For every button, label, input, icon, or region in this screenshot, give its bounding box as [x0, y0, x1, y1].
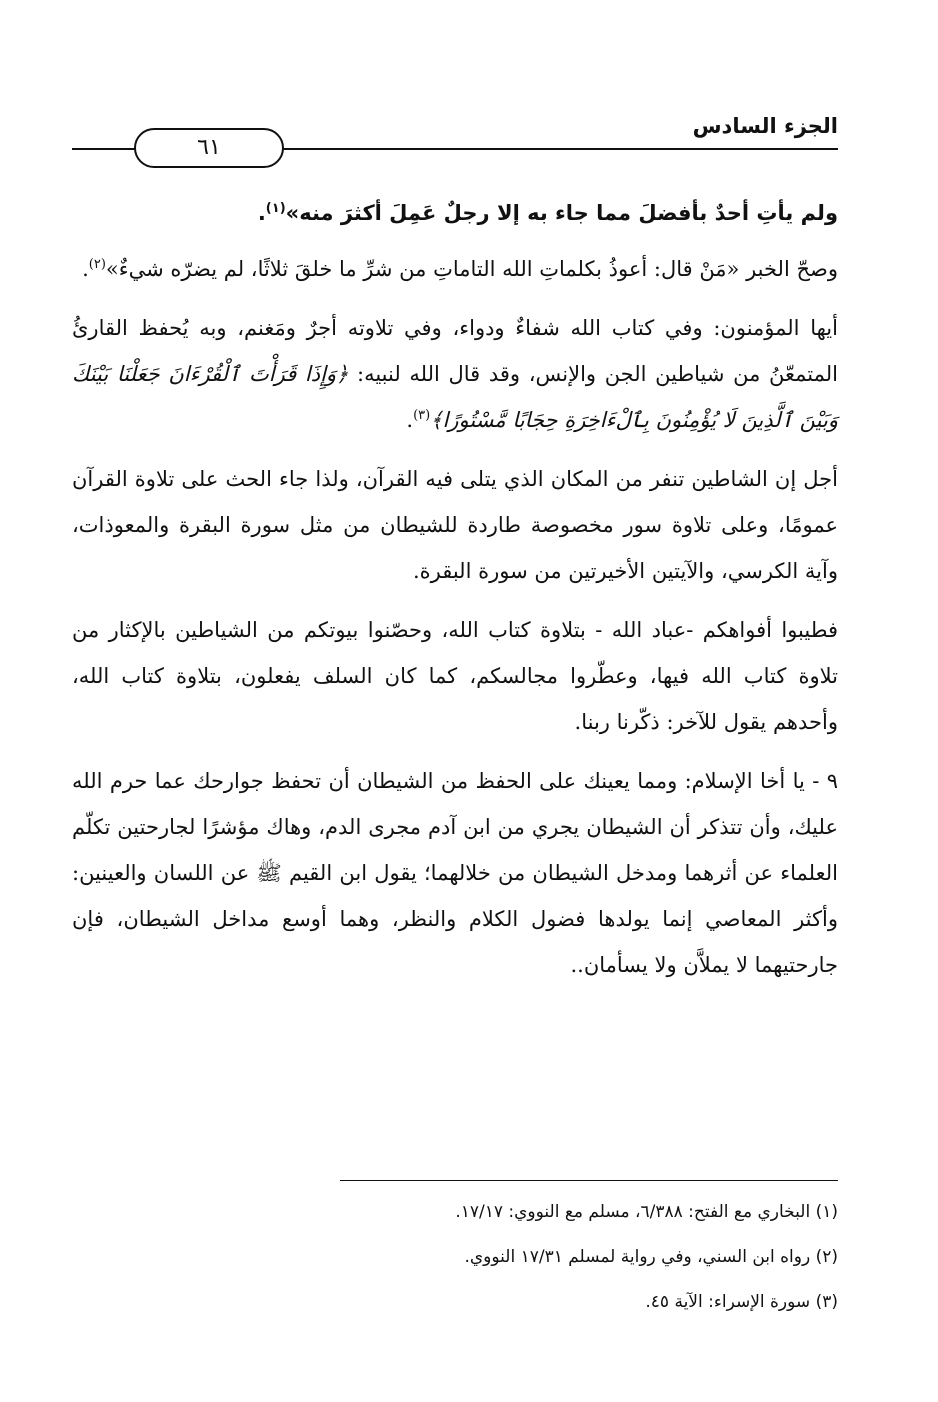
footnote-2: (٢) رواه ابن السني، وفي رواية لمسلم ١٧/٣١ النووي. — [464, 1247, 838, 1267]
footnote-1: (١) البخاري مع الفتح: ٦/٣٨٨، مسلم مع النووي: ١٧/١٧. — [455, 1202, 838, 1222]
body-text — [72, 190, 838, 1001]
paragraph-1-tail: . — [257, 201, 266, 225]
footnote-ref-1: (١) — [265, 201, 286, 216]
paragraph-3 — [72, 305, 838, 443]
footnote-3: (٣) سورة الإسراء: الآية ٤٥. — [645, 1292, 838, 1312]
footnotes — [72, 1190, 838, 1325]
quran-verse: ﴿وَإِذَا قَرَأْتَ ٱلْقُرْءَانَ جَعَلْنَا بَيْنَكَ وَبَيْنَ ٱلَّذِينَ لَا يُؤْمِنُونَ بِٱلْءَاخِرَةِ حِجَابًا مَّسْتُورًا﴾ — [72, 362, 838, 432]
page-header — [72, 110, 838, 170]
paragraph-3-text: أيها المؤمنون: وفي كتاب الله شفاءٌ ودواء، وفي تلاوته أجرٌ ومَغنم، وبه يُحفظ القارئُ المتمعّنُ من شياطين الجن والإنس، وقد قال الله لنبيه: — [72, 316, 838, 386]
page-number: ٦١ — [134, 128, 284, 168]
paragraph-2-text: وصحّ الخبر «مَنْ قال: أعوذُ بكلماتِ الله التاماتِ من شرِّ ما خلقَ ثلاثًا، لم يضرّه شيءٌ» — [105, 257, 838, 281]
paragraph-4: أجل إن الشاطين تنفر من المكان الذي يتلى فيه القرآن، ولذا جاء الحث على تلاوة القرآن عمومًا، وعلى تلاوة سور مخصوصة طاردة للشيطان من مثل سورة البقرة والمعوذات، وآية الكرسي، والآيتين الأخيرتين من سورة البقرة. — [72, 467, 838, 583]
footnote-rule — [340, 1180, 838, 1181]
paragraph-6: ٩ - يا أخا الإسلام: ومما يعينك على الحفظ من الشيطان أن تحفظ جوارحك عما حرم الله عليك، وأن تتذكر أن الشيطان يجري من ابن آدم مجرى الدم، وهاك مؤشرًا لجارحتين تكلّم العلماء عن أثرهما ومدخل الشيطان من خلالهما؛ يقول ابن القيم ﷺ عن اللسان والعينين: وأكثر المعاصي إنما يولدها فضول الكلام والنظر، وهما أوسع مداخل الشيطان، فإن جارحتيهما لا يملاَّن ولا يسأمان.. — [72, 769, 838, 977]
paragraph-2 — [72, 246, 838, 292]
running-title: الجزء السادس — [692, 114, 838, 138]
footnote-ref-3: (٣) — [413, 408, 431, 423]
paragraph-3-tail: . — [406, 408, 414, 432]
paragraph-2-tail: . — [82, 257, 89, 281]
footnote-ref-2: (٢) — [88, 257, 106, 272]
paragraph-1-text: ولم يأتِ أحدٌ بأفضلَ مما جاء به إلا رجلٌ عَمِلَ أكثرَ منه» — [285, 201, 838, 225]
paragraph-5: فطيبوا أفواهكم -عباد الله - بتلاوة كتاب الله، وحصّنوا بيوتكم من الشياطين بالإكثار من تلاوة كتاب الله فيها، وعطّروا مجالسكم، كما كان السلف يفعلون، بتلاوة كتاب الله، وأحدهم يقول للآخر: ذكّرنا ربنا. — [72, 618, 838, 734]
paragraph-1 — [72, 190, 838, 236]
